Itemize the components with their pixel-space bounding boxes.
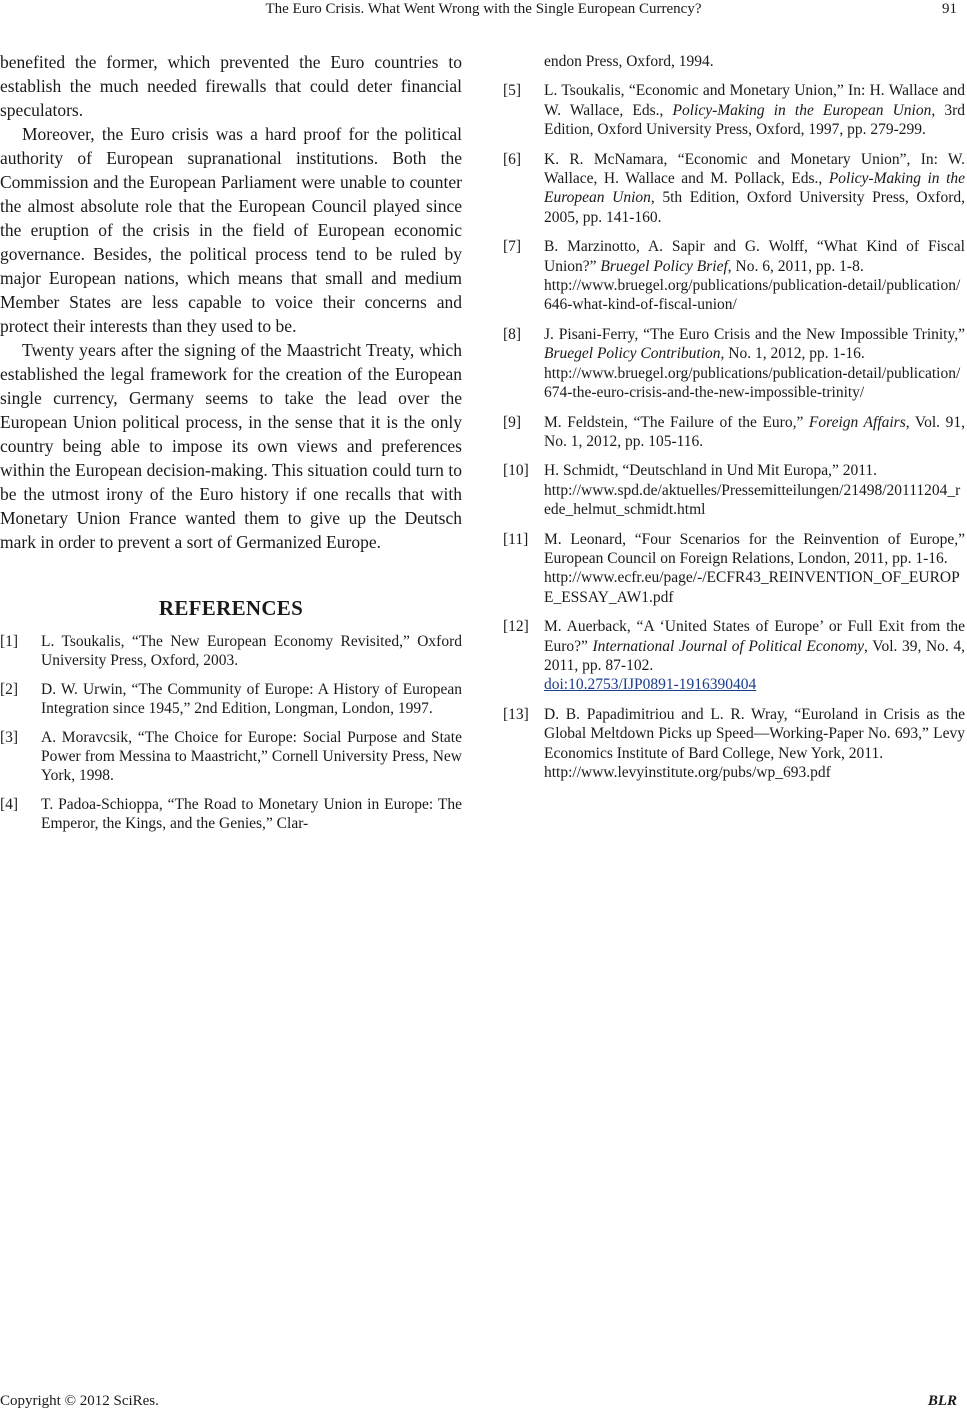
reference-text: , Vol. 91, No. 1, 2012, pp. 105-116.	[544, 413, 965, 450]
left-column	[0, 50, 462, 843]
journal-abbreviation: BLR	[927, 1393, 957, 1409]
running-title: The Euro Crisis. What Went Wrong with the Single European Currency?	[265, 1, 702, 17]
reference-italic: Policy-Making in the European Union	[672, 101, 932, 119]
reference-text: A. Moravcsik, “The Choice for Europe: Social Purpose and State Power from Messina to Maastricht,” Cornell University Press, New York, 1998.	[41, 728, 462, 785]
reference-number: [12]	[503, 618, 529, 636]
reference-text: D. B. Papadimitriou and L. R. Wray, “Euroland in Crisis as the Global Meltdown Picks up Speed—Working-Paper No. 693,” Levy Economics Institute of Bard College, New York, 2011.	[544, 705, 965, 762]
reference-url: http://www.levyinstitute.org/pubs/wp_693.pdf	[544, 764, 831, 781]
references-heading: REFERENCES	[158, 596, 304, 620]
reference-number: [8]	[503, 325, 522, 343]
reference-number: [9]	[503, 413, 522, 431]
reference-text: endon Press, Oxford, 1994.	[544, 53, 714, 70]
reference-item	[503, 617, 965, 695]
reference-italic: Policy-Making in the European Union	[544, 170, 966, 207]
right-column	[503, 54, 965, 792]
reference-italic: Foreign Affairs	[808, 413, 906, 431]
reference-item	[503, 705, 965, 783]
reference-continuation	[503, 52, 965, 71]
reference-url: http://www.bruegel.org/publications/publication-detail/publication/674-the-euro-crisis-and-the-new-impossible-trinity/	[544, 364, 961, 402]
reference-text: J. Pisani-Ferry, “The Euro Crisis and the New Impossible Trinity,”	[544, 325, 965, 343]
reference-url: http://www.bruegel.org/publications/publication-detail/publication/646-what-kind-of-fiscal-union/	[544, 277, 961, 314]
body-paragraph: benefited the former, which prevented the Euro countries to establish the much needed firewalls that could deter financial speculators.	[0, 52, 462, 120]
reference-item	[0, 795, 462, 834]
reference-url: http://www.ecfr.eu/page/-/ECFR43_REINVENTION_OF_EUROPE_ESSAY_AW1.pdf	[544, 569, 960, 606]
reference-italic: International Journal of Political Economy	[592, 637, 865, 655]
reference-text: L. Tsoukalis, “Economic and Monetary Union,” In: H. Wallace and W. Wallace, Eds.,	[544, 82, 965, 119]
reference-number: [10]	[503, 462, 529, 480]
reference-item	[503, 81, 965, 139]
reference-number: [7]	[503, 238, 522, 256]
body-paragraph: Twenty years after the signing of the Maastricht Treaty, which established the legal framework for the creation of the European single currency, Germany seems to take the lead over the European Union political process, in the sense that it is the only country being able to impose its own views and preferences within the European decision-making. This situation could turn to be the utmost irony of the Euro history if one recalls that with Monetary Union France wanted them to give up the Deutsch mark in order to prevent a sort of Germanized Europe.	[0, 340, 462, 552]
reference-text: H. Schmidt, “Deutschland in Und Mit Europa,” 2011.	[544, 462, 878, 480]
doi-link[interactable]: doi:10.2753/IJP0891-1916390404	[544, 676, 757, 694]
copyright-notice: Copyright © 2012 SciRes.	[0, 1393, 159, 1409]
reference-text: D. W. Urwin, “The Community of Europe: A History of European Integration since 1945,” 2nd Edition, Longman, London, 1997.	[41, 680, 462, 718]
body-paragraph: Moreover, the Euro crisis was a hard proof for the political authority of European supranational institutions. Both the Commission and the European Parliament were unable to counter the almost absolute role that the European Council played since the eruption of the crisis in the field of European economic governance. Besides, the political process tend to be ruled by major European nations, which means that small and medium Member States are less capable to voice their concerns and protect their interests than they used to be.	[0, 124, 462, 336]
reference-number: [11]	[503, 530, 529, 548]
reference-text: L. Tsoukalis, “The New European Economy Revisited,” Oxford University Press, Oxford, 2003.	[41, 633, 462, 670]
reference-item	[0, 632, 462, 671]
reference-text: , No. 1, 2012, pp. 1-16.	[720, 345, 865, 363]
reference-text: M. Leonard, “Four Scenarios for the Reinvention of Europe,” European Council on Foreign Relations, London, 2011, pp. 1-16.	[544, 530, 965, 567]
page-header	[0, 0, 967, 24]
reference-number: [3]	[0, 728, 19, 746]
reference-item	[0, 680, 462, 719]
reference-item	[0, 728, 462, 786]
reference-text: K. R. McNamara, “Economic and Monetary Union”, In: W. Wallace, H. Wallace and M. Pollack, Eds.,	[544, 150, 965, 188]
reference-url: http://www.spd.de/aktuelles/Pressemitteilungen/21498/20111204_rede_helmut_schmidt.html	[544, 481, 961, 519]
reference-text: M. Auerback, “A ‘United States of Europe’ or Full Exit from the Euro?”	[544, 618, 965, 655]
reference-text: T. Padoa-Schioppa, “The Road to Monetary Union in Europe: The Emperor, the Kings, and the Genies,” Clar-	[41, 795, 462, 833]
reference-number: [6]	[503, 150, 522, 168]
reference-text: , No. 6, 2011, pp. 1-8.	[727, 257, 864, 275]
reference-italic: Bruegel Policy Brief	[600, 257, 728, 275]
reference-text: M. Feldstein, “The Failure of the Euro,”	[544, 413, 809, 431]
reference-item	[503, 461, 965, 519]
page-number: 91	[942, 1, 957, 17]
reference-text: , 3rd Edition, Oxford University Press, Oxford, 1997, pp. 279-299.	[544, 101, 965, 139]
reference-number: [13]	[503, 705, 529, 723]
reference-number: [4]	[0, 795, 19, 813]
reference-number: [5]	[503, 82, 522, 100]
reference-item	[503, 413, 965, 452]
reference-italic: Bruegel Policy Contribution	[544, 345, 721, 363]
reference-text: , Vol. 39, No. 4, 2011, pp. 87-102.	[544, 637, 966, 674]
reference-item	[503, 150, 965, 228]
reference-item	[503, 530, 965, 608]
reference-number: [1]	[0, 633, 19, 650]
reference-text: , 5th Edition, Oxford University Press, Oxford, 2005, pp. 141-160.	[544, 189, 965, 226]
reference-item	[503, 325, 965, 403]
reference-number: [2]	[0, 680, 19, 698]
reference-item	[503, 237, 965, 315]
reference-text: B. Marzinotto, A. Sapir and G. Wolff, “What Kind of Fiscal Union?”	[544, 238, 965, 275]
